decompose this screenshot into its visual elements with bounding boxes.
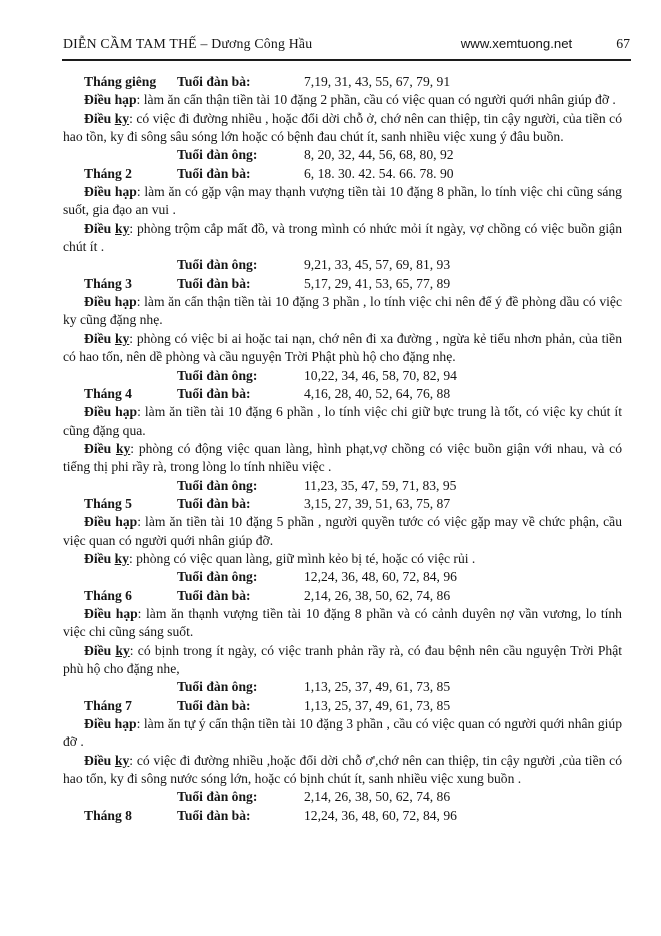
hap-paragraph: [63, 91, 622, 109]
female-ages-row: [63, 495, 622, 513]
hap-text: : làm ăn tiền tài 10 đặng 6 phần , lo tính việc chi giữ bực trung là tốt, có việc ky chút ít cũng đặng qua.: [63, 404, 622, 438]
female-ages-values: 6, 18. 30. 42. 54. 66. 78. 90: [304, 165, 454, 181]
ky-label: Điều ky: [84, 752, 130, 768]
female-ages-values: 5,17, 29, 41, 53, 65, 77, 89: [304, 275, 451, 291]
hap-paragraph: [63, 293, 622, 330]
female-ages-row: [63, 697, 622, 715]
hap-text: : làm ăn cẩn thận tiền tài 10 đặng 2 phần, cầu có việc quan có người quới nhân giúp đỡ .: [136, 92, 616, 108]
month-label: Tháng 4: [84, 385, 132, 401]
hap-text: : làm ăn tiền tài 10 đặng 5 phần , người quyền tước có việc gặp may về chức phận, cầu việc quan có người quới nhân giúp đỡ.: [63, 514, 622, 548]
male-ages-values: 11,23, 35, 47, 59, 71, 83, 95: [304, 477, 457, 493]
ky-label: Điều ky: [84, 330, 130, 346]
ky-paragraph: [63, 550, 622, 568]
ky-text: : phòng có việc quan làng, giữ mình kẻo bị té, hoặc có việc rủi .: [128, 550, 476, 566]
hap-text: : làm ăn có gặp vận may thạnh vượng tiền tài 10 đặng 8 phần, lo tính việc chi cũng sáng suốt, gia đạo an vui .: [63, 184, 622, 218]
hap-label: Điều hạp: [84, 92, 137, 108]
hap-paragraph: [63, 403, 622, 440]
female-ages-label: Tuổi đàn bà:: [177, 495, 251, 511]
male-ages-label: Tuổi đàn ông:: [177, 477, 258, 493]
male-ages-values: 9,21, 33, 45, 57, 69, 81, 93: [304, 257, 451, 273]
ky-paragraph: [63, 220, 622, 257]
ky-text: : phòng có động việc quan làng, hình phạt,vợ chồng có việc buồn giận với nhau, và có tiếng thị phi rầy rà, trong lòng lo tính nhiều việc .: [63, 440, 623, 475]
ky-text: : phòng trộm cắp mất đồ, và trong mình có nhức mỏi ít ngày, vợ chồng có việc buồn giận chút ít .: [63, 220, 622, 255]
female-ages-label: Tuổi đàn bà:: [177, 165, 251, 181]
male-ages-label: Tuổi đàn ông:: [177, 679, 258, 695]
female-ages-label: Tuổi đàn bà:: [177, 275, 251, 291]
female-ages-label: Tuổi đàn bà:: [177, 74, 251, 89]
month-label: Tháng 3: [84, 275, 132, 291]
male-ages-values: 1,13, 25, 37, 49, 61, 73, 85: [304, 679, 451, 695]
ky-label: Điều ky: [84, 110, 130, 126]
hap-label: Điều hạp: [84, 514, 138, 530]
hap-label: Điều hạp: [84, 184, 137, 200]
male-ages-label: Tuổi đàn ông:: [177, 147, 258, 163]
male-ages-row: [63, 146, 622, 164]
ky-paragraph: [63, 110, 622, 147]
hap-label: Điều hạp: [84, 404, 138, 420]
hap-label: Điều hạp: [84, 716, 137, 732]
male-ages-label: Tuổi đàn ông:: [177, 367, 258, 383]
female-ages-row: [63, 807, 622, 825]
ky-text: : có việc đi đường nhiều ,hoặc đổi dời chỗ ơ',chớ nên can thiệp, tin cậy người ,của tiền có hao tổn, ky đi sông nước sóng lớn, hoặc có bịnh chút ít, sanh nhiều việc xung buồn .: [63, 752, 622, 787]
month-label: Tháng 8: [84, 807, 132, 823]
month-label: Tháng 6: [84, 587, 132, 603]
male-ages-row: [63, 788, 622, 806]
month-label: Tháng 7: [84, 697, 132, 713]
ky-paragraph: [63, 642, 622, 679]
hap-paragraph: [63, 715, 622, 752]
ky-label: Điều ky: [84, 550, 129, 566]
ky-text: : có việc đi đường nhiều , hoặc đổi dời chỗ ở, chớ nên can thiệp, tin cậy người, của tiền có hao tồn, ky đi sông sâu sóng lớn hoặc có bệnh đau chút ít, sanh nhiều việc xung ý đâu buồn.: [63, 110, 623, 145]
male-ages-values: 12,24, 36, 48, 60, 72, 84, 96: [304, 569, 457, 585]
month-label: Tháng 2: [84, 165, 132, 181]
hap-label: Điều hạp: [84, 294, 137, 310]
male-ages-row: [63, 477, 622, 495]
hap-paragraph: [63, 513, 622, 550]
ky-paragraph: [63, 330, 622, 367]
female-ages-label: Tuổi đàn bà:: [177, 587, 251, 603]
female-ages-row: [63, 587, 622, 605]
hap-text: : làm ăn tự ý cẩn thận tiền tài 10 đặng 3 phần , cầu có việc quan có người quới nhân giúp đỡ .: [63, 716, 622, 750]
ky-label: Điều ky: [84, 440, 131, 456]
female-ages-values: 7,19, 31, 43, 55, 67, 79, 91: [304, 74, 451, 89]
ky-paragraph: [63, 440, 622, 477]
page-header: [63, 36, 630, 52]
female-ages-values: 2,14, 26, 38, 50, 62, 74, 86: [304, 587, 451, 603]
book-title: DIỄN CẦM TAM THẾ – Dương Công Hầu: [63, 36, 313, 51]
hap-paragraph: [63, 605, 622, 642]
month-label: Tháng 5: [84, 495, 132, 511]
male-ages-values: 10,22, 34, 46, 58, 70, 82, 94: [304, 367, 457, 383]
page-number: 67: [616, 36, 630, 51]
female-ages-row: [63, 73, 622, 91]
website-url: www.xemtuong.net: [460, 36, 573, 51]
hap-text: : làm ăn thạnh vượng tiền tài 10 đặng 8 phần và có cảnh duyên nợ vần vương, lo tính việc chi cũng sáng suốt.: [63, 605, 622, 640]
ky-text: : có bịnh trong ít ngày, có việc tranh phản rầy rà, có đau bệnh nên cầu nguyện Trời Phật phù hộ cho đặng nhe,: [63, 642, 622, 676]
female-ages-label: Tuổi đàn bà:: [177, 385, 251, 401]
female-ages-label: Tuổi đàn bà:: [177, 807, 251, 823]
ky-paragraph: [63, 752, 622, 789]
page-content: [63, 73, 622, 825]
hap-text: : làm ăn cẩn thận tiền tài 10 đặng 3 phần , lo tính việc chi nên để ý đề phòng dầu có việc ky cũng đặng nhẹ.: [63, 294, 622, 328]
month-label: Tháng giêng: [84, 74, 157, 89]
female-ages-label: Tuổi đàn bà:: [177, 697, 251, 713]
male-ages-label: Tuổi đàn ông:: [177, 569, 258, 585]
hap-paragraph: [63, 183, 622, 220]
ky-label: Điều ky: [84, 220, 130, 236]
header-divider: [62, 59, 631, 61]
female-ages-values: 1,13, 25, 37, 49, 61, 73, 85: [304, 697, 451, 713]
male-ages-values: 2,14, 26, 38, 50, 62, 74, 86: [304, 789, 451, 805]
male-ages-values: 8, 20, 32, 44, 56, 68, 80, 92: [304, 147, 454, 163]
ky-text: : phòng có việc bi ai hoặc tai nạn, chớ nên đi xa đường , ngừa kẻ tiểu nhơn phản, của tiền có hao tốn, nên dề phòng và cầu nguyện Trời Phật phù hộ cho đặng nhẹ.: [63, 330, 622, 365]
female-ages-values: 3,15, 27, 39, 51, 63, 75, 87: [304, 495, 451, 511]
female-ages-row: [63, 385, 622, 403]
female-ages-row: [63, 275, 622, 293]
male-ages-label: Tuổi đàn ông:: [177, 789, 258, 805]
male-ages-row: [63, 256, 622, 274]
female-ages-row: [63, 165, 622, 183]
male-ages-row: [63, 678, 622, 696]
ky-label: Điều ky: [84, 642, 130, 658]
female-ages-values: 12,24, 36, 48, 60, 72, 84, 96: [304, 807, 457, 823]
male-ages-label: Tuổi đàn ông:: [177, 257, 258, 273]
male-ages-row: [63, 568, 622, 586]
hap-label: Điều hạp: [84, 605, 138, 621]
male-ages-row: [63, 367, 622, 385]
female-ages-values: 4,16, 28, 40, 52, 64, 76, 88: [304, 385, 451, 401]
header-right: [461, 36, 630, 52]
